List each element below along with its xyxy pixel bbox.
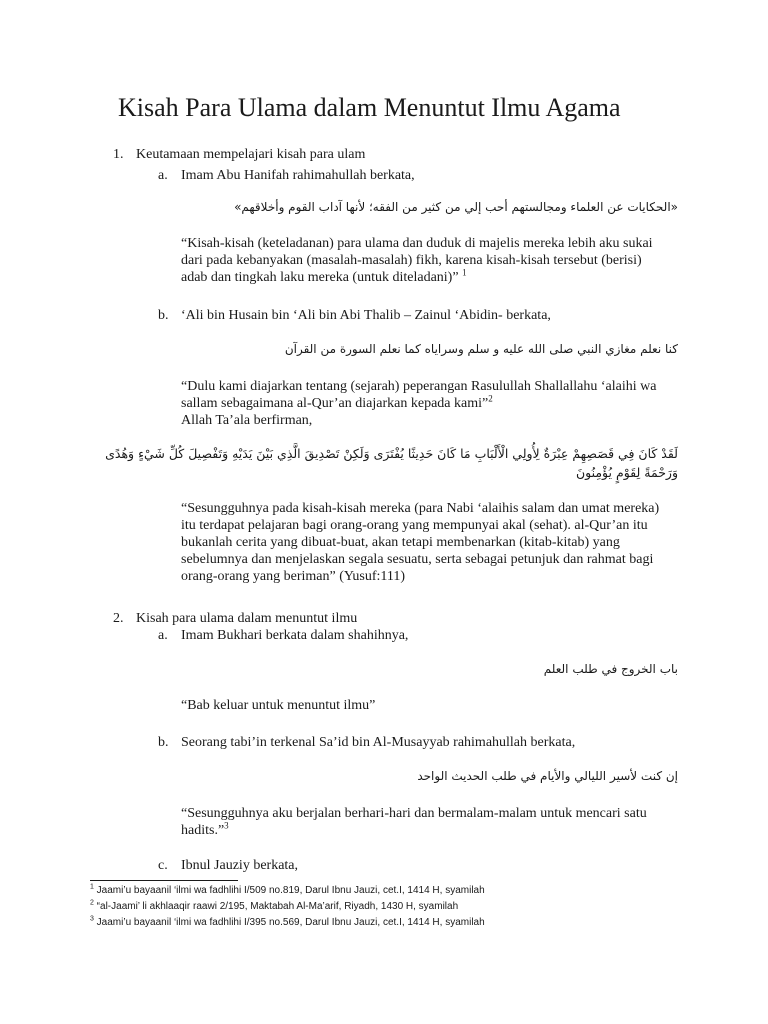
translation-text: “Dulu kami diajarkan tentang (sejarah) peperangan Rasulullah Shallallahu ‘alaihi wa sallam sebagaimana al-Qur’an diajarkan kepada kami” xyxy=(181,379,657,411)
item-heading: Imam Abu Hanifah rahimahullah berkata, xyxy=(181,168,415,183)
arabic-quote: إن كنت لأسير الليالي والأيام في طلب الحديث الواحد xyxy=(417,769,678,783)
footnote xyxy=(90,916,485,929)
footnote-mark: 1 xyxy=(90,883,94,891)
footnote-ref: 2 xyxy=(488,393,493,404)
translation-paragraph xyxy=(181,805,661,839)
quran-translation: “Sesungguhnya pada kisah-kisah mereka (para Nabi ‘alaihis salam dan umat mereka) itu terdapat pelajaran bagi orang-orang yang mempunyai akal (sehat). al-Qur’an itu bukanlah cerita yang dibuat-buat, akan tetapi membenarkan (kitab-kitab) yang sebelumnya dan menjelaskan segala sesuatu, serta sebagai petunjuk dan rahmat bagi orang-orang yang beriman” (Yusuf:111) xyxy=(181,501,660,584)
item-letter: b. xyxy=(158,308,169,323)
document-title: Kisah Para Ulama dalam Menuntut Ilmu Agama xyxy=(118,93,621,122)
item-letter: b. xyxy=(158,735,169,750)
quran-verse-line: لَقَدْ كَانَ فِي قَصَصِهِمْ عِبْرَةٌ لِأُولِي الْأَلْبَابِ مَا كَانَ حَدِيثًا يُفْتَرَى وَلَكِنْ تَصْدِيقَ الَّذِي بَيْنَ يَدَيْهِ وَتَفْصِيلَ كُلِّ شَيْءٍ وَهُدًى xyxy=(105,446,678,461)
item-heading: Seorang tabi’in terkenal Sa’id bin Al-Musayyab rahimahullah berkata, xyxy=(181,735,576,750)
arabic-quote: «الحكايات عن العلماء ومجالستهم أحب إلي من كثير من الفقه؛ لأنها آداب القوم وأخلاقهم» xyxy=(234,200,678,214)
translation-paragraph xyxy=(181,378,661,412)
item-heading: ‘Ali bin Husain bin ‘Ali bin Abi Thalib – Zainul ‘Abidin- berkata, xyxy=(181,308,551,323)
footnote-ref: 3 xyxy=(224,820,229,831)
footnote-mark: 3 xyxy=(90,915,94,923)
translation-text: “Sesungguhnya aku berjalan berhari-hari dan bermalam-malam untuk mencari satu hadits.” xyxy=(181,806,647,838)
arabic-quote: باب الخروج في طلب العلم xyxy=(543,662,678,676)
item-heading: Ibnul Jauziy berkata, xyxy=(181,858,299,873)
footnote-text: “al-Jaami’ li akhlaaqir raawi 2/195, Maktabah Al-Ma’arif, Riyadh, 1430 H, syamilah xyxy=(93,901,459,912)
section-heading: Keutamaan mempelajari kisah para ulam xyxy=(136,147,366,162)
item-letter: a. xyxy=(158,168,168,183)
footnote xyxy=(90,900,458,913)
section-number: 1. xyxy=(113,147,124,162)
translation-text: “Bab keluar untuk menuntut ilmu” xyxy=(181,698,376,713)
footnote-text: Jaami’u bayaanil ‘ilmi wa fadhlihi I/395 no.569, Darul Ibnu Jauzi, cet.I, 1414 H, syamilah xyxy=(93,917,485,928)
section-heading: Kisah para ulama dalam menuntut ilmu xyxy=(136,611,358,626)
arabic-quote: كنا نعلم مغازي النبي صلى الله عليه و سلم وسراياه كما نعلم السورة من القرآن xyxy=(284,342,678,356)
item-letter: c. xyxy=(158,858,168,873)
footnote-ref: 1 xyxy=(462,267,467,278)
intro-line: Allah Ta’ala berfirman, xyxy=(181,413,313,428)
footnote xyxy=(90,884,485,897)
footnote-mark: 2 xyxy=(90,899,94,907)
footnote-text: Jaami’u bayaanil ‘ilmi wa fadhlihi I/509 no.819, Darul Ibnu Jauzi, cet.I, 1414 H, syamilah xyxy=(93,885,485,896)
section-number: 2. xyxy=(113,611,124,626)
quran-verse-line: وَرَحْمَةً لِقَوْمٍ يُؤْمِنُونَ xyxy=(575,465,678,480)
footnote-separator xyxy=(90,880,238,881)
translation-paragraph xyxy=(181,235,661,286)
item-heading: Imam Bukhari berkata dalam shahihnya, xyxy=(181,628,409,643)
translation-text: “Kisah-kisah (keteladanan) para ulama dan duduk di majelis mereka lebih aku sukai dari pada kebanyakan (masalah-masalah) fikh, karena kisah-kisah tersebut (berisi) adab dan tingkah laku mereka (untuk diteladani)” xyxy=(181,236,653,285)
item-letter: a. xyxy=(158,628,168,643)
